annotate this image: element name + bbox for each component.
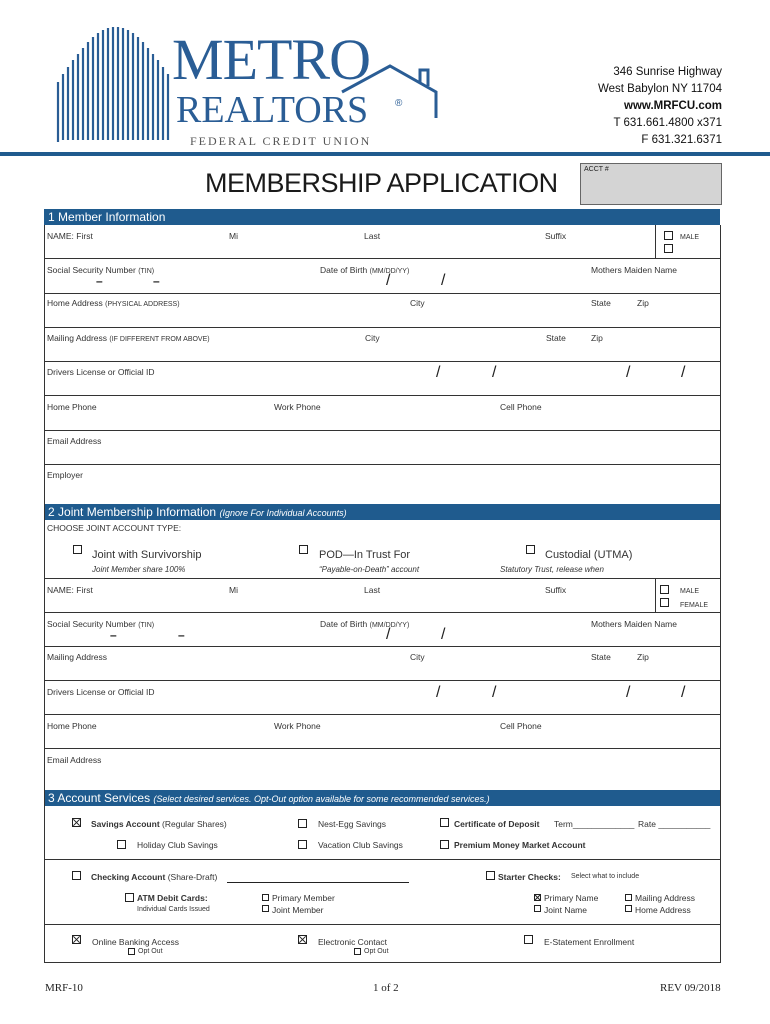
s3-electronic-optout-label: Opt Out (364, 948, 389, 955)
s3-atm-label: ATM Debit Cards: (137, 893, 208, 903)
s3-starter-label: Starter Checks: (498, 872, 561, 882)
section3-header: 3 Account Services (Select desired services. Opt-Out option available for some recommended services.) (44, 790, 720, 806)
s3-starter-sub: Select what to include (571, 873, 640, 880)
fax-number: F 631.321.6371 (641, 134, 722, 146)
s3-bottom-border (44, 962, 720, 963)
phone-number: T 631.661.4800 x371 (613, 117, 722, 129)
s1-license-slash-3: / (626, 364, 631, 381)
s2-male-label: MALE (680, 588, 700, 595)
s2-mailing-address-label: Mailing Address (47, 652, 108, 662)
s2-divider-1 (44, 612, 720, 613)
s1-divider-6 (44, 430, 720, 431)
s2-female-label: FEMALE (680, 602, 709, 609)
s3-starter-mailing-checkbox[interactable] (625, 894, 632, 901)
s3-cd-checkbox[interactable] (440, 818, 449, 827)
s1-gender-divider (655, 225, 656, 258)
s1-home-address-label: Home Address (PHYSICAL ADDRESS) (47, 298, 180, 308)
s2-suffix-label: Suffix (545, 585, 567, 595)
acct-number-box[interactable] (580, 163, 722, 205)
s2-divider-5 (44, 748, 720, 749)
s1-divider-2 (44, 293, 720, 294)
s3-holiday-checkbox[interactable] (117, 840, 126, 849)
form-id: MRF-10 (45, 982, 83, 994)
s3-online-label: Online Banking Access (92, 937, 179, 947)
s3-rate-field[interactable]: Rate ___________ (638, 819, 711, 829)
s1-divider-5 (44, 395, 720, 396)
s3-nest-egg-checkbox[interactable] (298, 819, 307, 828)
page-number: 1 of 2 (373, 982, 399, 994)
s1-license-slash-4: / (681, 364, 686, 381)
s1-cell-phone-label: Cell Phone (500, 402, 542, 412)
s2-license-slash-2: / (492, 684, 497, 701)
s2-pod-sub: “Payable-on-Death” account (319, 565, 420, 574)
s3-electronic-checkbox[interactable] (298, 935, 307, 944)
s3-starter-mailing-label: Mailing Address (635, 893, 696, 903)
s1-mail-state-label: State (546, 333, 566, 343)
s2-name-first-label: NAME: First (47, 585, 93, 595)
s3-atm-primary-label: Primary Member (272, 893, 335, 903)
s3-starter-home-label: Home Address (635, 905, 691, 915)
s1-license-slash-2: / (492, 364, 497, 381)
logo-realtors: REALTORS (176, 89, 369, 131)
s1-divider-4 (44, 361, 720, 362)
s2-home-phone-label: Home Phone (47, 721, 97, 731)
address-line1: 346 Sunrise Highway (613, 66, 722, 78)
s2-ssn-dash-1: – (110, 628, 117, 642)
s3-atm-primary-checkbox[interactable] (262, 894, 269, 901)
s2-divider-3 (44, 680, 720, 681)
s1-city-label: City (410, 298, 425, 308)
s2-email-label: Email Address (47, 755, 102, 765)
s2-gender-divider (655, 578, 656, 612)
s2-female-checkbox[interactable] (660, 598, 669, 607)
s3-savings-checkbox[interactable] (72, 818, 81, 827)
s1-male-checkbox[interactable] (664, 231, 673, 240)
form-right-border (720, 225, 721, 963)
s3-estatement-checkbox[interactable] (524, 935, 533, 944)
logo-metro: METRO (172, 27, 370, 92)
s3-nest-egg-label: Nest-Egg Savings (318, 819, 387, 829)
s2-divider-2 (44, 646, 720, 647)
s3-online-optout-checkbox[interactable] (128, 948, 135, 955)
s3-starter-primary-name-checkbox[interactable] (534, 894, 541, 901)
s2-divider-4 (44, 714, 720, 715)
s3-holiday-label: Holiday Club Savings (137, 840, 218, 850)
page-title: MEMBERSHIP APPLICATION (205, 168, 558, 198)
s3-online-optout-label: Opt Out (138, 948, 163, 955)
s1-zip-label: Zip (637, 298, 649, 308)
s1-mail-zip-label: Zip (591, 333, 603, 343)
s1-ssn-dash-2: – (153, 274, 160, 288)
s3-checking-label: Checking Account (Share-Draft) (91, 872, 218, 882)
acct-label: ACCT # (584, 166, 609, 173)
s1-ssn-label: Social Security Number (TIN) (47, 265, 155, 275)
revision: REV 09/2018 (660, 982, 721, 994)
s2-joint-survivorship-sub: Joint Member share 100% (92, 565, 186, 574)
s1-mail-city-label: City (365, 333, 380, 343)
s1-male-label: MALE (680, 234, 700, 241)
s2-custodial-label: Custodial (UTMA) (545, 549, 633, 561)
s3-divider-1 (44, 859, 720, 860)
s1-divider-1 (44, 258, 720, 259)
s3-atm-joint-checkbox[interactable] (262, 905, 269, 912)
s1-last-label: Last (364, 231, 381, 241)
s1-divider-3 (44, 327, 720, 328)
address-line2: West Babylon NY 11704 (597, 83, 722, 95)
s3-checking-checkbox[interactable] (72, 871, 81, 880)
s1-employer-label: Employer (47, 470, 83, 480)
s1-name-first-label: NAME: First (47, 231, 93, 241)
registered-mark: ® (395, 98, 403, 109)
logo-subtitle: FEDERAL CREDIT UNION (190, 134, 372, 148)
s2-maiden-label: Mothers Maiden Name (591, 619, 677, 629)
s1-dob-slash-1: / (386, 272, 391, 289)
s2-pod-label: POD—In Trust For (319, 549, 411, 561)
s3-atm-checkbox[interactable] (125, 893, 134, 902)
s3-starter-joint-name-label: Joint Name (544, 905, 587, 915)
s2-choose-label: CHOOSE JOINT ACCOUNT TYPE: (47, 523, 182, 533)
s3-online-checkbox[interactable] (72, 935, 81, 944)
s3-atm-sub: Individual Cards Issued (137, 906, 210, 913)
s2-pod-checkbox[interactable] (299, 545, 308, 554)
website: www.MRFCU.com (624, 100, 722, 112)
s2-joint-survivorship-label: Joint with Survivorship (92, 549, 202, 561)
s1-mailing-address-label: Mailing Address (IF DIFFERENT FROM ABOVE) (47, 333, 210, 343)
s1-female-checkbox[interactable] (664, 244, 673, 253)
s2-last-label: Last (364, 585, 381, 595)
s3-vacation-checkbox[interactable] (298, 840, 307, 849)
s2-divider-0 (44, 578, 720, 579)
s2-zip-label: Zip (637, 652, 649, 662)
header-divider (0, 152, 770, 156)
s1-mi-label: Mi (229, 231, 238, 241)
s2-ssn-label: Social Security Number (TIN) (47, 619, 155, 629)
s3-money-market-checkbox[interactable] (440, 840, 449, 849)
s2-dob-slash-2: / (441, 626, 446, 643)
section2-header: 2 Joint Membership Information (Ignore For Individual Accounts) (44, 504, 720, 520)
s1-license-slash-1: / (436, 364, 441, 381)
s2-joint-survivorship-checkbox[interactable] (73, 545, 82, 554)
s3-atm-joint-label: Joint Member (272, 905, 324, 915)
section1-header: 1 Member Information (44, 209, 720, 225)
s3-vacation-label: Vacation Club Savings (318, 840, 403, 850)
s2-cell-phone-label: Cell Phone (500, 721, 542, 731)
s3-starter-primary-name-label: Primary Name (544, 893, 599, 903)
s3-estatement-label: E-Statement Enrollment (544, 937, 635, 947)
s3-money-market-label: Premium Money Market Account (454, 840, 586, 850)
s2-license-slash-3: / (626, 684, 631, 701)
s2-custodial-checkbox[interactable] (526, 545, 535, 554)
s2-ssn-dash-2: – (178, 628, 185, 642)
s3-electronic-label: Electronic Contact (318, 937, 387, 947)
s3-checking-line[interactable] (227, 882, 409, 883)
s1-home-phone-label: Home Phone (47, 402, 97, 412)
s3-electronic-optout-checkbox[interactable] (354, 948, 361, 955)
s3-savings-label: Savings Account (Regular Shares) (91, 819, 227, 829)
s3-starter-joint-name-checkbox[interactable] (534, 905, 541, 912)
s3-cd-label: Certificate of Deposit (454, 819, 540, 829)
s2-dob-label: Date of Birth (MM/DD/YY) (320, 619, 410, 629)
s2-city-label: City (410, 652, 425, 662)
s1-work-phone-label: Work Phone (274, 402, 321, 412)
credit-union-address (598, 64, 722, 149)
s1-dob-slash-2: / (441, 272, 446, 289)
s1-ssn-dash-1: – (96, 274, 103, 288)
s2-male-checkbox[interactable] (660, 585, 669, 594)
s3-starter-checkbox[interactable] (486, 871, 495, 880)
s2-license-slash-4: / (681, 684, 686, 701)
s2-state-label: State (591, 652, 611, 662)
s3-term-field[interactable]: Term_____________ (554, 819, 635, 829)
s1-suffix-label: Suffix (545, 231, 567, 241)
s2-mi-label: Mi (229, 585, 238, 595)
form-left-border (44, 225, 45, 963)
s2-work-phone-label: Work Phone (274, 721, 321, 731)
s2-license-slash-1: / (436, 684, 441, 701)
s3-divider-2 (44, 924, 720, 925)
s1-divider-7 (44, 464, 720, 465)
s2-dob-slash-1: / (386, 626, 391, 643)
s1-state-label: State (591, 298, 611, 308)
s1-license-label: Drivers License or Official ID (47, 367, 155, 377)
s1-dob-label: Date of Birth (MM/DD/YY) (320, 265, 410, 275)
s1-email-label: Email Address (47, 436, 102, 446)
s1-maiden-label: Mothers Maiden Name (591, 265, 677, 275)
s2-license-label: Drivers License or Official ID (47, 687, 155, 697)
s3-starter-home-checkbox[interactable] (625, 905, 632, 912)
s2-custodial-sub: Statutory Trust, release when (500, 565, 604, 574)
